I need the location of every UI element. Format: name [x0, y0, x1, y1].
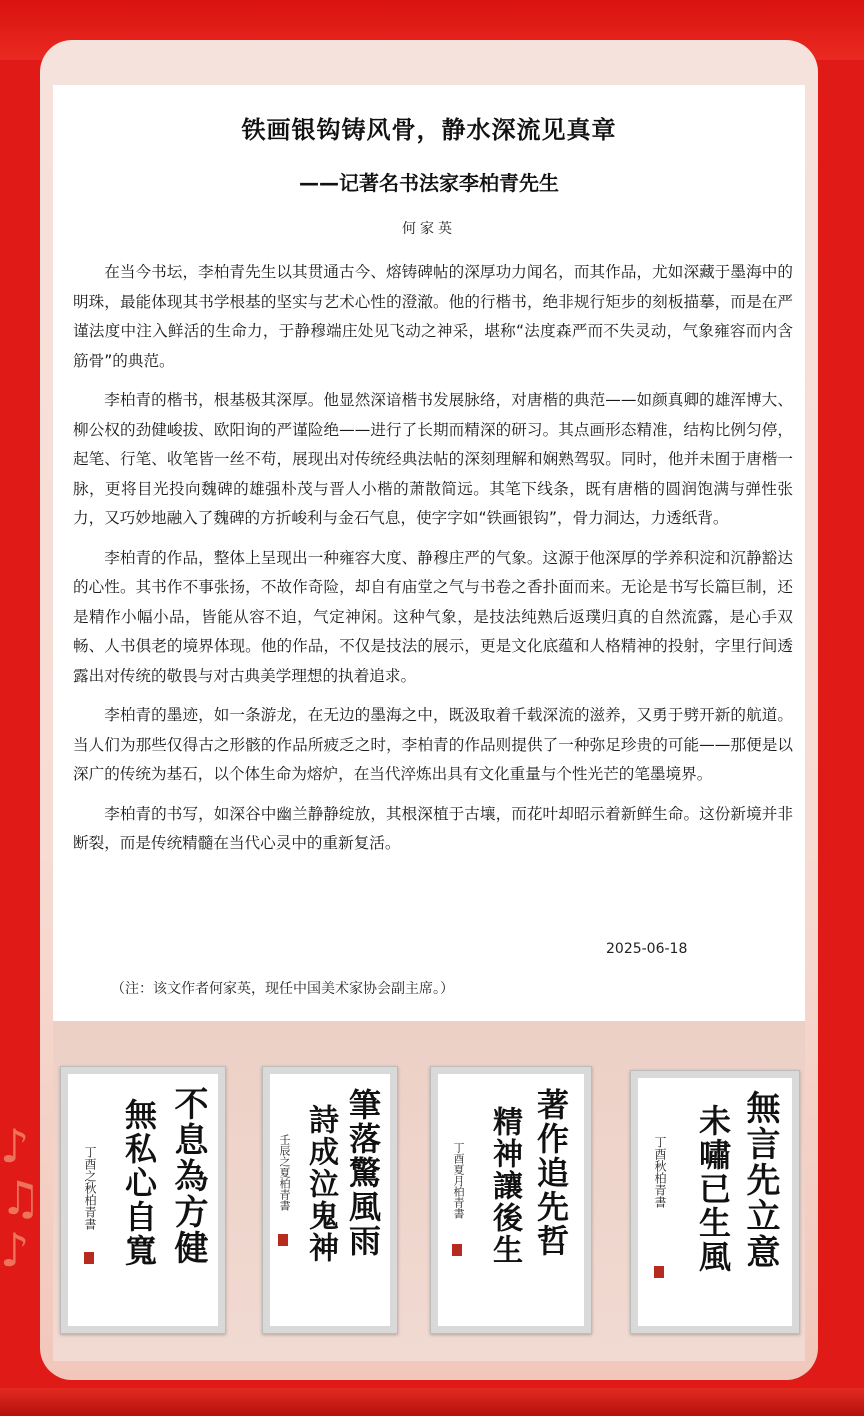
seal-stamp — [452, 1244, 462, 1256]
calligraphy-signature: 壬辰之夏柏青書 — [278, 1134, 291, 1211]
article-subtitle: ——记著名书法家李柏青先生 — [299, 171, 559, 195]
calligraphy-scroll-3 — [430, 1066, 592, 1334]
paragraph: 在当今书坛，李柏青先生以其贯通古今、熔铸碑帖的深厚功力闻名，而其作品，尤如深藏于墨海中的明珠，最能体现其书学根基的坚实与艺术心性的澄澈。他的行楷书，绝非规行矩步的刻板描摹，而是在严谨法度中注入鲜活的生命力，于静穆端庄处见飞动之神采，堪称“法度森严而不失灵动，气象雍容而内含筋骨”的典范。 — [73, 263, 793, 370]
calligraphy-column: 無言先立意 — [740, 1090, 780, 1270]
calligraphy-scroll-2 — [262, 1066, 398, 1334]
calligraphy-column: 筆落驚風雨 — [344, 1088, 382, 1258]
seal-stamp — [278, 1234, 288, 1246]
calligraphy-column: 無私心自寬 — [120, 1098, 158, 1268]
music-note-decoration-icon: ♪ ♫ ♪ — [0, 1119, 42, 1277]
calligraphy-column: 不息為方健 — [168, 1086, 208, 1266]
calligraphy-scroll-1 — [60, 1066, 226, 1334]
bottom-background — [0, 1388, 864, 1416]
article-title: 铁画银钩铸风骨，静水深流见真章 — [241, 116, 617, 144]
calligraphy-column: 未嘯已生風 — [694, 1104, 732, 1274]
paragraph: 李柏青的墨迹，如一条游龙，在无边的墨海之中，既汲取着千载深流的滋养，又勇于劈开新的航道。当人们为那些仅得古之形骸的作品所疲乏之时，李柏青的作品则提供了一种弥足珍贵的可能——那便是以深广的传统为基石，以个体生命为熔炉，在当代淬炼出具有文化重量与个性光芒的笔墨境界。 — [73, 706, 793, 783]
article-body — [73, 258, 793, 869]
article-author: 何家英 — [402, 221, 456, 237]
calligraphy-signature: 丁酉夏月柏青書 — [452, 1142, 465, 1219]
seal-stamp — [84, 1252, 94, 1264]
article-date: 2025-06-18 — [606, 941, 688, 957]
calligraphy-signature: 丁酉之秋柏青書 — [83, 1146, 97, 1230]
author-note: （注：该文作者何家英，现任中国美术家协会副主席。） — [111, 981, 454, 997]
calligraphy-column: 精神讓後生 — [487, 1106, 522, 1266]
paragraph: 李柏青的作品，整体上呈现出一种雍容大度、静穆庄严的气象。这源于他深厚的学养积淀和沉静豁达的心性。其书作不事张扬，不故作奇险，却自有庙堂之气与书卷之香扑面而来。无论是书写长篇巨制，还是精作小幅小品，皆能从容不迫，气定神闲。这种气象，是技法纯熟后返璞归真的自然流露，是心手双畅、人书俱老的境界体现。他的作品，不仅是技法的展示，更是文化底蕴和人格精神的投射，字里行间透露出对传统的敬畏与对古典美学理想的执着追求。 — [73, 548, 793, 685]
calligraphy-column: 著作追先哲 — [532, 1088, 570, 1258]
seal-stamp — [654, 1266, 664, 1278]
scroll-paper — [638, 1078, 792, 1326]
calligraphy-signature: 丁酉秋柏青書 — [653, 1136, 667, 1208]
article-card — [53, 85, 805, 1021]
calligraphy-scroll-4 — [630, 1070, 800, 1334]
calligraphy-column: 詩成泣鬼神 — [303, 1104, 338, 1264]
scroll-paper — [438, 1074, 584, 1326]
scroll-paper — [68, 1074, 218, 1326]
paragraph: 李柏青的楷书，根基极其深厚。他显然深谙楷书发展脉络，对唐楷的典范——如颜真卿的雄浑博大、柳公权的劲健峻拔、欧阳询的严谨险绝——进行了长期而精深的研习。其点画形态精准，结构比例匀停，起笔、行笔、收笔皆一丝不苟，展现出对传统经典法帖的深刻理解和娴熟驾驭。同时，他并未囿于唐楷一脉，更将目光投向魏碑的雄强朴茂与晋人小楷的萧散简远。其笔下线条，既有唐楷的圆润饱满与弹性张力，又巧妙地融入了魏碑的方折峻利与金石气息，使字字如“铁画银钩”，骨力洞达，力透纸背。 — [73, 391, 793, 527]
scroll-paper — [270, 1074, 390, 1326]
paragraph: 李柏青的书写，如深谷中幽兰静静绽放，其根深植于古壤，而花叶却昭示着新鲜生命。这份新境并非断裂，而是传统精髓在当代心灵中的重新复活。 — [73, 804, 793, 852]
